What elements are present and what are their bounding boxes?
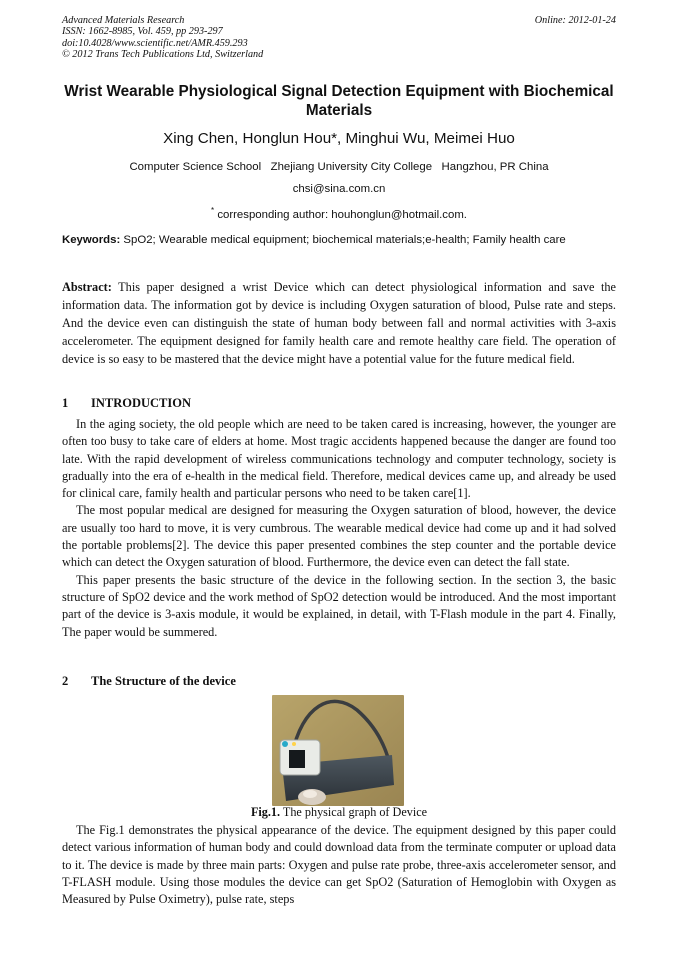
- corresponding-text: corresponding author: houhonglun@hotmail.com.: [217, 208, 467, 221]
- page-header: [62, 15, 616, 60]
- corresponding-author: [62, 200, 616, 226]
- section-title: The Structure of the device: [91, 674, 236, 688]
- email: chsi@sina.com.cn: [292, 183, 386, 195]
- paper-title: Wrist Wearable Physiological Signal Detection Equipment with Biochemical Materials: [64, 83, 614, 119]
- abstract-label: Abstract:: [62, 280, 112, 294]
- doi-line: doi:10.4028/www.scientific.net/AMR.459.293: [62, 37, 248, 49]
- figure-caption: [62, 805, 616, 820]
- section-2-body: [62, 822, 616, 908]
- section-1-body: [62, 416, 616, 641]
- issn-line: ISSN: 1662-8985, Vol. 459, pp 293-297: [62, 26, 223, 38]
- author-list: Xing Chen, Honglun Hou*, Minghui Wu, Meimei Huo: [163, 130, 515, 147]
- journal-name: Advanced Materials Research: [62, 15, 185, 26]
- keywords-text: SpO2; Wearable medical equipment; biochemical materials;e-health; Family health care: [123, 234, 566, 246]
- paragraph: The Fig.1 demonstrates the physical appearance of the device. The equipment designed by this paper could detect various information of human body and could download data from the terminate computer or upload data to it. The device is made by three main parts: Oxygen and pulse rate probe, three-axis accelerometer sensor, and T-FLASH module. Using those modules the device can get SpO2 (Saturation of Hemoglobin with Oxygen as Measured by Pulse Oximetry), pulse rate, steps: [62, 823, 616, 907]
- section-title: INTRODUCTION: [91, 396, 192, 410]
- keywords: [62, 233, 616, 247]
- copyright-line: © 2012 Trans Tech Publications Ltd, Switzerland: [62, 48, 264, 60]
- online-date: Online: 2012-01-24: [534, 15, 616, 26]
- section-number: 1: [62, 396, 69, 410]
- paragraph: The most popular medical are designed for measuring the Oxygen saturation of blood, however, the device are usually too hard to move, it is very cumbrous. The wearable medical device had come up and it had solved the portable problems[2]. The device this paper presented combines the step counter and the portable device which can detect the Oxygen saturation of blood. Furthermore, the device even can detect the fall state.: [62, 503, 616, 570]
- keywords-label: Keywords:: [62, 234, 121, 246]
- affiliation: Computer Science School Zhejiang University City College Hangzhou, PR China: [129, 161, 549, 173]
- abstract-text: This paper designed a wrist Device which can detect physiological information and save the information data. The information got by device is including Oxygen saturation of blood, Pulse rate and steps. And the device even can distinguish the state of human body between fall and normal activities with 3-axis accelerometer. The equipment designed for family health care and remote healthy care field. The operation of device is so easy to be mastered that the device might have a potential value for the future medical field.: [62, 280, 616, 367]
- figure-label: Fig.1.: [250, 805, 281, 819]
- paragraph: In the aging society, the old people which are need to be taken cared is increasing, however, the younger are often too busy to take care of elders at home. Most tragic accidents happened because the danger are found too late. With the rapid development of wireless communications technology and computer technology, society is gradually into the era of e-health in the medical field. Therefore, medical devices came up, and already be used for clinical care, family health and particular persons who need to be taken care[1].: [62, 417, 616, 501]
- paragraph: This paper presents the basic structure of the device in the following section. In the section 3, the basic structure of SpO2 device and the work method of SpO2 detection would be introduced. And the most important part of the device is 3-axis module, it would be explained, in detail, with T-Flash module in the part 4. Finally, The paper would be summered.: [62, 572, 616, 639]
- section-number: 2: [62, 674, 69, 688]
- section-heading-2: [62, 674, 616, 689]
- device-photo: [272, 695, 404, 806]
- affiliation-block: [62, 156, 616, 226]
- figure-caption-text: The physical graph of Device: [282, 805, 428, 819]
- abstract: [62, 278, 616, 368]
- corresponding-mark: *: [211, 206, 215, 215]
- section-heading-1: [62, 396, 616, 411]
